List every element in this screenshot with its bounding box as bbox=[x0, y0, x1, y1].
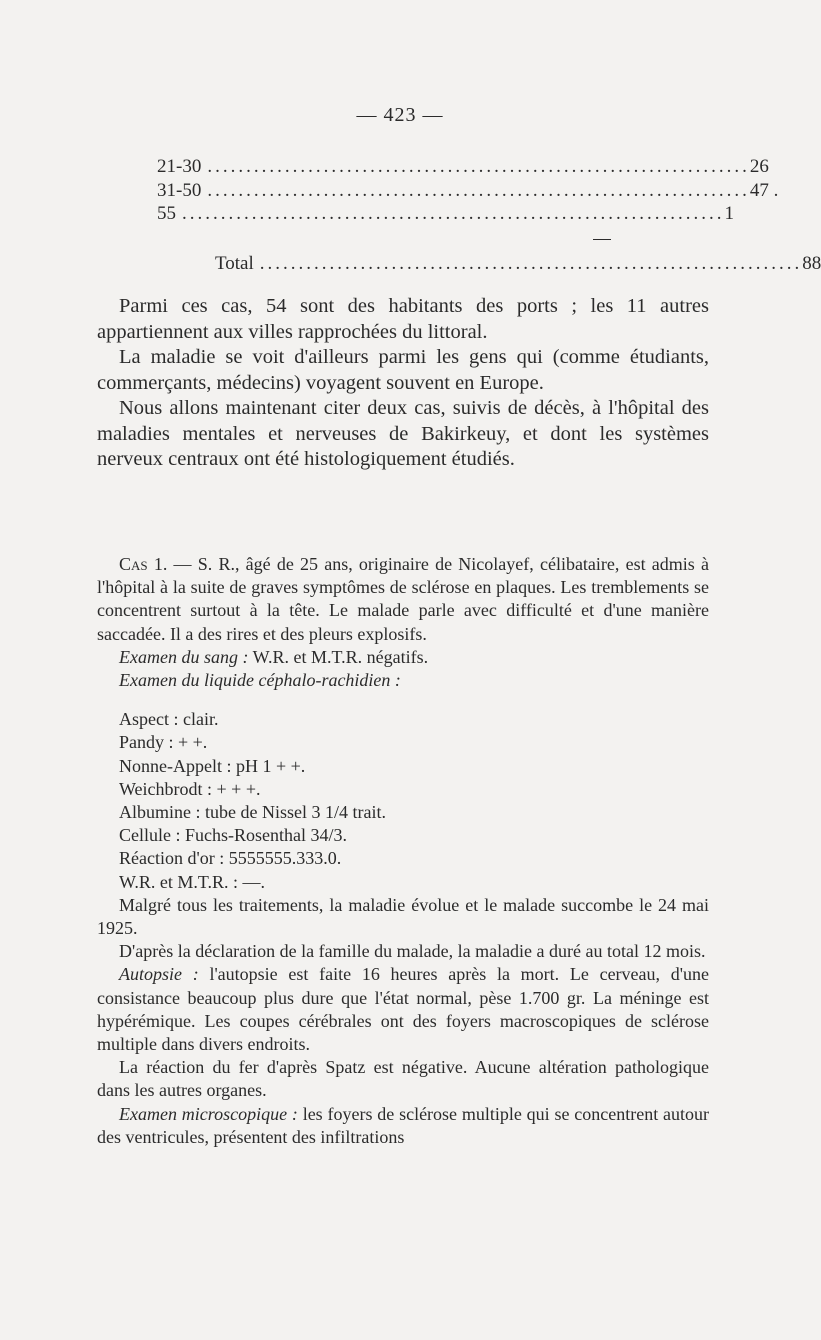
csf-exam-label: Examen du liquide céphalo-rachidien : bbox=[119, 670, 401, 691]
lab-result: W.R. et M.T.R. : —. bbox=[119, 871, 266, 892]
page-number: — 423 — bbox=[356, 104, 444, 126]
row-label: 21-30 bbox=[157, 156, 202, 177]
csf-exam-heading bbox=[97, 669, 709, 692]
row-value: 26 bbox=[749, 156, 769, 177]
autopsy-paragraph bbox=[97, 963, 709, 1056]
blood-exam-text: W.R. et M.T.R. négatifs. bbox=[248, 646, 429, 667]
paragraph: D'après la déclaration de la famille du malade, la maladie a duré au total 12 mois. bbox=[119, 941, 706, 962]
row-value: 1 bbox=[724, 203, 734, 224]
case-intro bbox=[97, 553, 709, 646]
case-report bbox=[97, 553, 709, 1149]
lab-result: Nonne-Appelt : pH 1 + +. bbox=[119, 755, 306, 776]
paragraph: Parmi ces cas, 54 sont des habitants des ports ; les 11 autres appartiennent aux villes rapprochées du littoral. bbox=[97, 295, 709, 343]
total-label: Total bbox=[215, 253, 254, 274]
blood-exam bbox=[97, 646, 709, 669]
table-row bbox=[157, 180, 779, 202]
case-heading: Cas 1. bbox=[119, 554, 168, 574]
leader-dots: ...................................................................... bbox=[182, 203, 725, 224]
lab-result: Aspect : clair. bbox=[119, 709, 219, 730]
paragraph: La maladie se voit d'ailleurs parmi les gens qui (comme étudiants, commerçants, médecins) voyagent souvent en Europe. bbox=[97, 346, 709, 394]
lab-result: Réaction d'or : 5555555.333.0. bbox=[119, 848, 342, 869]
lab-result: Albumine : tube de Nissel 3 1/4 trait. bbox=[119, 802, 386, 823]
row-label: 31-50 bbox=[157, 180, 202, 201]
row-label: 55 bbox=[157, 203, 176, 224]
paragraph: La réaction du fer d'après Spatz est négative. Aucune altération pathologique dans les autres organes. bbox=[97, 1057, 709, 1101]
microscopy-label: Examen microscopique : bbox=[119, 1103, 298, 1124]
autopsy-label: Autopsie : bbox=[119, 964, 199, 985]
leader-dots: ...................................................................... bbox=[207, 156, 750, 177]
total-row bbox=[215, 253, 821, 275]
leader-dots: ...................................................................... bbox=[207, 180, 750, 201]
lab-result: Pandy : + +. bbox=[119, 732, 208, 753]
intro-text bbox=[97, 294, 709, 473]
paragraph: Malgré tous les traitements, la maladie évolue et le malade succombe le 24 mai 1925. bbox=[97, 894, 709, 939]
row-value: 47 . bbox=[749, 180, 779, 201]
leader-dots: ...................................................................... bbox=[259, 253, 803, 274]
table-row bbox=[157, 203, 734, 225]
microscopy-paragraph bbox=[97, 1103, 709, 1149]
table-row bbox=[157, 156, 769, 178]
case-intro-text: — S. R., âgé de 25 ans, originaire de Nicolayef, célibataire, est admis à l'hôpital à la suite de graves symptômes de sclérose en plaques. Les tremblements se concentrent surtout à la tête. Le malade parle avec difficulté et d'une manière saccadée. Il a des rires et des pleurs explosifs. bbox=[97, 554, 709, 644]
total-value: 88 bbox=[802, 253, 821, 274]
paragraph: Nous allons maintenant citer deux cas, suivis de décès, à l'hôpital des maladies mentales et nerveuses de Bakirkeuy, et dont les systèmes nerveux centraux ont été histologiquement étudiés. bbox=[97, 397, 709, 470]
lab-result: Cellule : Fuchs-Rosenthal 34/3. bbox=[119, 825, 347, 846]
blood-exam-label: Examen du sang : bbox=[119, 646, 249, 667]
total-rule bbox=[593, 239, 611, 240]
autopsy-text: l'autopsie est faite 16 heures après la mort. Le cerveau, d'une consistance beaucoup plus dure que l'état normal, pèse 1.700 gr. La méninge est hypérémique. Les coupes cérébrales ont des foyers macroscopiques de sclérose multiple dans divers endroits. bbox=[97, 964, 709, 1055]
lab-result: Weichbrodt : + + +. bbox=[119, 778, 261, 799]
microscopy-text: les foyers de sclérose multiple qui se concentrent autour des ventricules, présentent des infiltrations bbox=[97, 1103, 709, 1147]
